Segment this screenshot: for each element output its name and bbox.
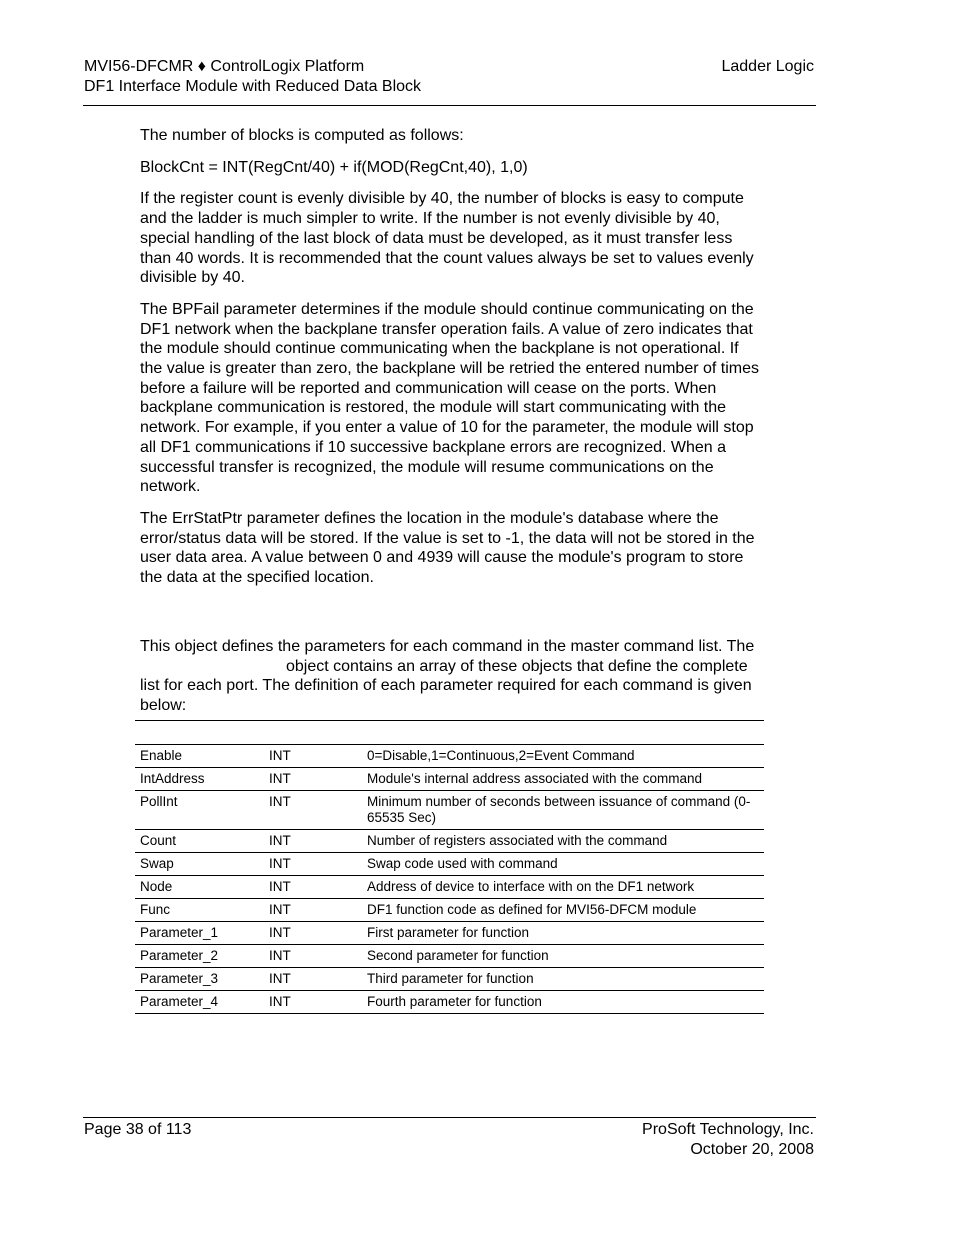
footer-page-number: Page 38 of 113	[84, 1121, 192, 1138]
param-type-cell: INT	[269, 971, 291, 986]
footer-divider	[83, 1117, 816, 1118]
param-desc-cell: Address of device to interface with on the DF1 network	[367, 879, 695, 894]
table-row	[135, 899, 764, 922]
table-row	[135, 853, 764, 876]
param-name-cell: Enable	[140, 748, 183, 763]
param-name-cell: Parameter_1	[140, 925, 219, 940]
param-desc-cell: DF1 function code as defined for MVI56-DFCM module	[367, 902, 697, 917]
param-type-cell: INT	[269, 879, 291, 894]
paragraph-register-count: If the register count is evenly divisible by 40, the number of blocks is easy to compute and the ladder is much simpler to write. If the number is not evenly divisible by 40, special handling of the last block of data must be developed, as it must transfer less than 40 words. It is recommended that the count values always be set to values evenly divisible by 40.	[140, 190, 754, 287]
table-row	[135, 991, 764, 1014]
param-type-cell: INT	[269, 856, 291, 871]
param-name-cell: Node	[140, 879, 173, 894]
param-name-cell: Func	[140, 902, 171, 917]
param-name-cell: Swap	[140, 856, 174, 871]
table-row	[135, 830, 764, 853]
param-desc-cell: Second parameter for function	[367, 948, 549, 963]
command-object-section	[140, 637, 762, 716]
footer-company: ProSoft Technology, Inc.	[642, 1121, 814, 1138]
table-row	[135, 922, 764, 945]
footer-right	[642, 1120, 814, 1159]
param-name-cell: Parameter_3	[140, 971, 219, 986]
intro-text-b: object contains an array of these objects that define the complete list for each port. The definition of each parameter required for each command is given below:	[140, 657, 752, 715]
paragraph-errstatptr: The ErrStatPtr parameter defines the location in the module's database where the error/status data will be stored. If the value is set to -1, the data will not be stored in the user data area. A value between 0 and 4939 will cause the module's program to store the data at the specified location.	[140, 509, 755, 587]
header-product-title: MVI56-DFCMR ♦ ControlLogix Platform	[84, 58, 365, 75]
param-type-cell: INT	[269, 833, 291, 848]
param-desc-cell: Fourth parameter for function	[367, 994, 542, 1009]
table-top-rule	[135, 720, 764, 721]
paragraph-blocks-intro: The number of blocks is computed as follows:	[140, 127, 464, 144]
paragraph-blockcnt-formula: BlockCnt = INT(RegCnt/40) + if(MOD(RegCnt,40), 1,0)	[140, 158, 528, 176]
param-desc-cell: Module's internal address associated with the command	[367, 771, 703, 786]
table-row	[135, 968, 764, 991]
param-type-cell: INT	[269, 994, 291, 1009]
footer-date: October 20, 2008	[690, 1140, 814, 1158]
param-type-cell: INT	[269, 902, 291, 917]
header-divider	[83, 105, 816, 106]
param-type-cell: INT	[269, 925, 291, 940]
param-desc-cell: Minimum number of seconds between issuance of command (0-65535 Sec)	[367, 794, 751, 825]
table-row	[135, 945, 764, 968]
param-desc-cell: First parameter for function	[367, 925, 530, 940]
param-type-cell: INT	[269, 948, 291, 963]
header-section-title: Ladder Logic	[721, 58, 814, 75]
paragraph-command-object-intro	[140, 637, 762, 716]
param-desc-cell: 0=Disable,1=Continuous,2=Event Command	[367, 748, 635, 763]
param-name-cell: Parameter_2	[140, 948, 219, 963]
table-row	[135, 768, 764, 791]
param-desc-cell: Third parameter for function	[367, 971, 534, 986]
table-row	[135, 791, 764, 830]
table-row	[135, 876, 764, 899]
paragraph-bpfail: The BPFail parameter determines if the module should continue communicating on the DF1 network when the backplane transfer operation fails. A value of zero indicates that the module should continue communicating when the backplane is not operational. If the value is greater than zero, the backplane will be retried the entered number of times before a failure will be reported and communication will cease on the ports. When backplane communication is restored, the module will start communicating with the network. For example, if you enter a value of 10 for the parameter, the module will stop all DF1 communications if 10 successive backplane errors are recognized. When a successful transfer is recognized, the module will resume communications on the network.	[140, 300, 760, 496]
header-left	[84, 57, 421, 96]
param-desc-cell: Swap code used with command	[367, 856, 558, 871]
intro-text-a: This object defines the parameters for each command in the master command list. The	[140, 638, 755, 655]
param-desc-cell: Number of registers associated with the command	[367, 833, 668, 848]
param-name-cell: Parameter_4	[140, 994, 219, 1009]
command-parameter-table	[135, 744, 764, 1014]
body-text	[140, 126, 762, 600]
param-name-cell: Count	[140, 833, 177, 848]
param-name-cell: PollInt	[140, 794, 178, 809]
param-type-cell: INT	[269, 748, 291, 763]
param-name-cell: IntAddress	[140, 771, 205, 786]
param-type-cell: INT	[269, 771, 291, 786]
header-product-subtitle: DF1 Interface Module with Reduced Data Block	[84, 77, 422, 95]
param-type-cell: INT	[269, 794, 291, 809]
table-row	[135, 745, 764, 768]
